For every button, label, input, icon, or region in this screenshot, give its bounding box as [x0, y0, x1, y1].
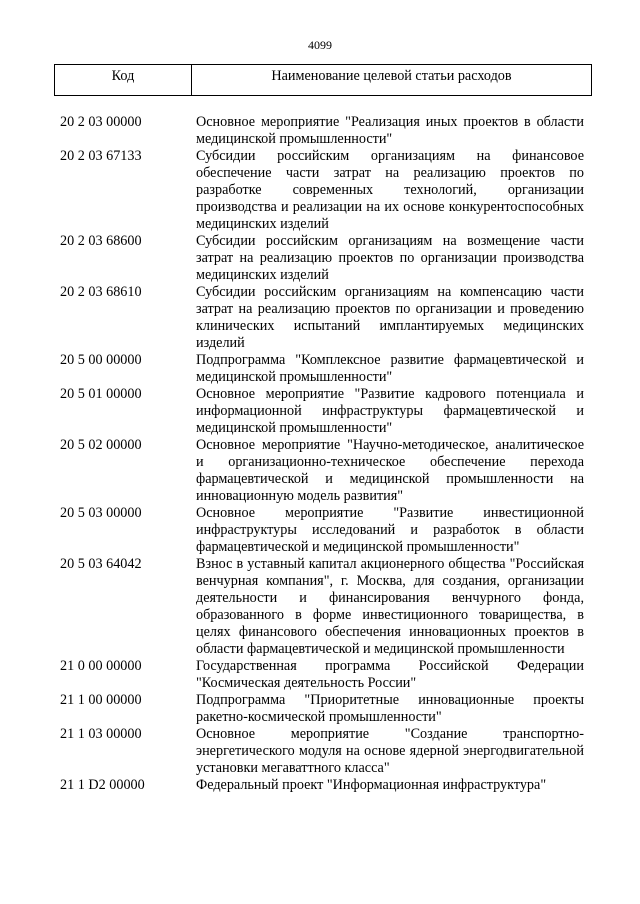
- row-code: 21 0 00 00000: [60, 658, 142, 674]
- table-row: [0, 692, 640, 726]
- row-code: 21 1 D2 00000: [60, 777, 145, 793]
- page-number: 4099: [308, 38, 332, 52]
- table-row: [0, 726, 640, 777]
- row-name: Субсидии российским организациям на финансовое обеспечение части затрат на реализацию проектов по разработке современных технологий, организации производства и реализации на их основе конкурентоспособных медицинских изделий: [196, 148, 584, 232]
- row-name: Субсидии российским организациям на возмещение части затрат на реализацию проектов по организации производства медицинских изделий: [196, 233, 584, 283]
- row-code: 20 5 03 00000: [60, 505, 142, 521]
- row-name: Государственная программа Российской Федерации "Космическая деятельность России": [196, 658, 584, 691]
- row-name: Основное мероприятие "Развитие кадрового потенциала и информационной инфраструктуры фармацевтической и медицинской промышленности": [196, 386, 584, 436]
- row-code: 20 5 01 00000: [60, 386, 142, 402]
- row-name: Основное мероприятие "Реализация иных проектов в области медицинской промышленности": [196, 114, 584, 147]
- table-row: [0, 284, 640, 352]
- row-code: 21 1 00 00000: [60, 692, 142, 708]
- row-code: 20 5 00 00000: [60, 352, 142, 368]
- row-name: Взнос в уставный капитал акционерного общества "Российская венчурная компания", г. Москва, для создания, организации деятельности и финансирования венчурного фонда, образованного в форме инвестиционного товарищества, в целях финансового обеспечения инновационных проектов в области фармацевтической и медицинской промышленности: [196, 556, 584, 657]
- row-code: 21 1 03 00000: [60, 726, 142, 742]
- table-body: [0, 114, 640, 794]
- table-row: [0, 233, 640, 284]
- row-name: Основное мероприятие "Научно-методическое, аналитическое и организационно-техническое обеспечение перехода фармацевтической и медицинской промышленности на инновационную модель развития": [196, 437, 584, 504]
- row-code: 20 2 03 67133: [60, 148, 142, 164]
- table-row: [0, 386, 640, 437]
- table-row: [0, 556, 640, 658]
- row-code: 20 2 03 68610: [60, 284, 142, 300]
- table-header: [54, 64, 592, 96]
- table-row: [0, 114, 640, 148]
- header-name: Наименование целевой статьи расходов: [271, 68, 512, 84]
- row-code: 20 2 03 00000: [60, 114, 142, 130]
- row-name: Субсидии российским организациям на компенсацию части затрат на реализацию проектов по организации и проведению клинических испытаний имплантируемых медицинских изделий: [196, 284, 584, 351]
- table-row: [0, 505, 640, 556]
- table-row: [0, 352, 640, 386]
- row-code: 20 5 03 64042: [60, 556, 142, 572]
- row-name: Подпрограмма "Приоритетные инновационные проекты ракетно-космической промышленности": [196, 692, 584, 725]
- table-row: [0, 437, 640, 505]
- table-row: [0, 777, 640, 794]
- header-code: Код: [55, 65, 192, 95]
- table-row: [0, 658, 640, 692]
- row-name: Основное мероприятие "Создание транспортно-энергетического модуля на основе ядерной энергодвигательной установки мегаваттного класса": [196, 726, 584, 776]
- row-name: Подпрограмма "Комплексное развитие фармацевтической и медицинской промышленности": [196, 352, 584, 385]
- row-code: 20 5 02 00000: [60, 437, 142, 453]
- row-name: Основное мероприятие "Развитие инвестиционной инфраструктуры исследований и разработок в области фармацевтической и медицинской промышленности": [196, 505, 584, 555]
- row-name: Федеральный проект "Информационная инфраструктура": [196, 777, 547, 793]
- table-row: [0, 148, 640, 233]
- row-code: 20 2 03 68600: [60, 233, 142, 249]
